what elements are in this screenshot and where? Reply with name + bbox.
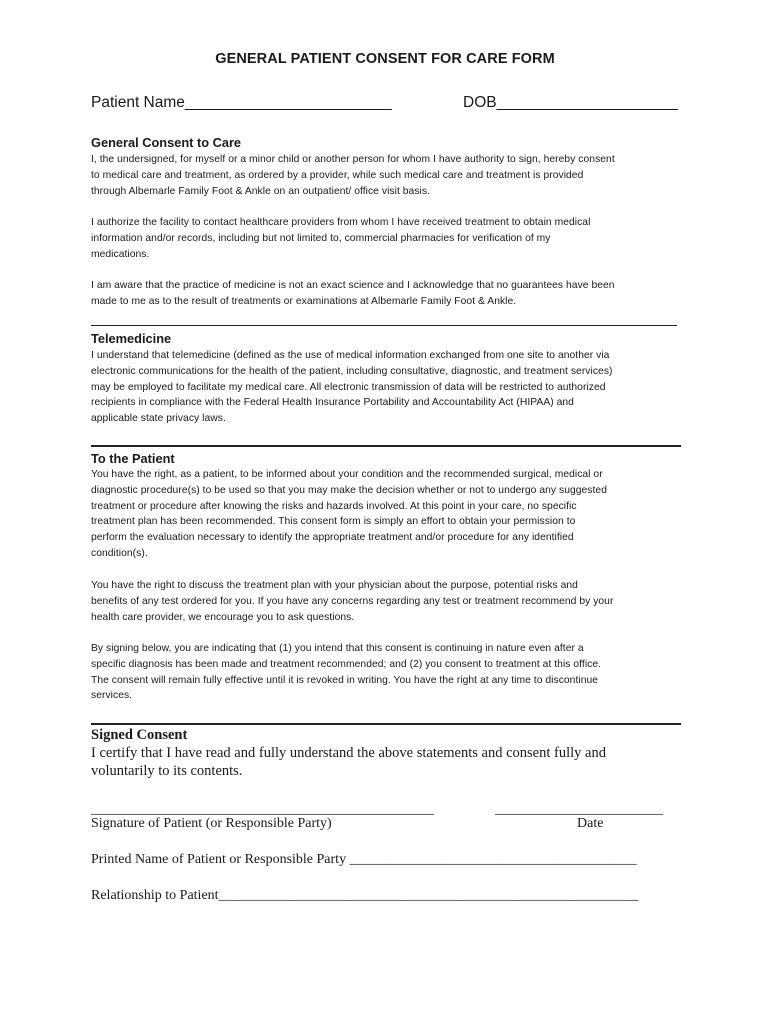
date-field[interactable]: ________________________ xyxy=(495,802,663,817)
to-the-patient-paragraph-1: You have the right, as a patient, to be informed about your condition and the recommended surgical, medical or diagnostic procedure(s) to be used so that you may make the decision whether or not to undergo any suggested treatment or procedure after knowing the risks and hazards involved. At this point in your care, no specific treatment plan has been recommended. This consent form is simply an effort to obtain your permission to perform the evaluation necessary to identify the appropriate treatment and/or procedure for any identified condition(s). xyxy=(91,469,607,559)
general-consent-paragraph-2: I authorize the facility to contact healthcare providers from whom I have received treatment to obtain medical information and/or records, including but not limited to, commercial pharmacies for verification of my medications. xyxy=(91,217,591,260)
general-consent-paragraph-1: I, the undersigned, for myself or a minor child or another person for whom I have authority to sign, hereby consent to medical care and treatment, as ordered by a provider, while such medical care and treatment is provided through Albemarle Family Foot & Ankle on an outpatient/ office visit basis. xyxy=(91,154,615,197)
patient-name-field[interactable]: Patient Name________________________ xyxy=(91,94,392,111)
section-divider xyxy=(91,723,681,725)
to-the-patient-paragraph-3: By signing below, you are indicating that (1) you intend that this consent is continuing in nature even after a specific diagnosis has been made and treatment recommended; and (2) you consent to treatment at this office. The consent will remain fully effective until it is revoked in writing. You have the right at any time to discontinue services. xyxy=(91,643,602,702)
telemedicine-paragraph: I understand that telemedicine (defined as the use of medical information exchanged from one site to another via electronic communications for the health of the patient, including consultative, diagnostic, and treatment services) may be employed to facilitate my medical care. All electronic transmission of data will be restricted to authorized recipients in compliance with the Federal Health Insurance Portability and Accountability Act (HIPAA) and applicable state privacy laws. xyxy=(91,350,613,425)
dob-field[interactable]: DOB_____________________ xyxy=(463,94,678,111)
signed-consent-heading: Signed Consent xyxy=(91,727,188,743)
to-the-patient-paragraph-2: You have the right to discuss the treatment plan with your physician about the purpose, potential risks and benefits of any test ordered for you. If you have any concerns regarding any test or treatment recommend by your health care provider, we encourage you to ask questions. xyxy=(91,580,614,623)
general-consent-paragraph-3: I am aware that the practice of medicine is not an exact science and I acknowledge that no guarantees have been made to me as to the result of treatments or examinations at Albemarle Family Foot & Ankle. xyxy=(91,280,615,307)
section-divider xyxy=(91,325,677,326)
signed-consent-statement: I certify that I have read and fully understand the above statements and consent fully and voluntarily to its contents. xyxy=(91,745,606,779)
telemedicine-heading: Telemedicine xyxy=(91,331,172,346)
relationship-field[interactable]: Relationship to Patient____________________________________________________________ xyxy=(91,888,639,903)
to-the-patient-heading: To the Patient xyxy=(91,451,175,466)
section-divider xyxy=(91,445,681,447)
general-consent-heading: General Consent to Care xyxy=(91,135,242,150)
signature-field[interactable]: _________________________________________________ xyxy=(91,802,434,817)
date-label: Date xyxy=(577,816,604,831)
signature-label: Signature of Patient (or Responsible Party) xyxy=(91,816,332,831)
form-title: GENERAL PATIENT CONSENT FOR CARE FORM xyxy=(215,51,555,67)
printed-name-field[interactable]: Printed Name of Patient or Responsible Party _________________________________________ xyxy=(91,852,637,867)
